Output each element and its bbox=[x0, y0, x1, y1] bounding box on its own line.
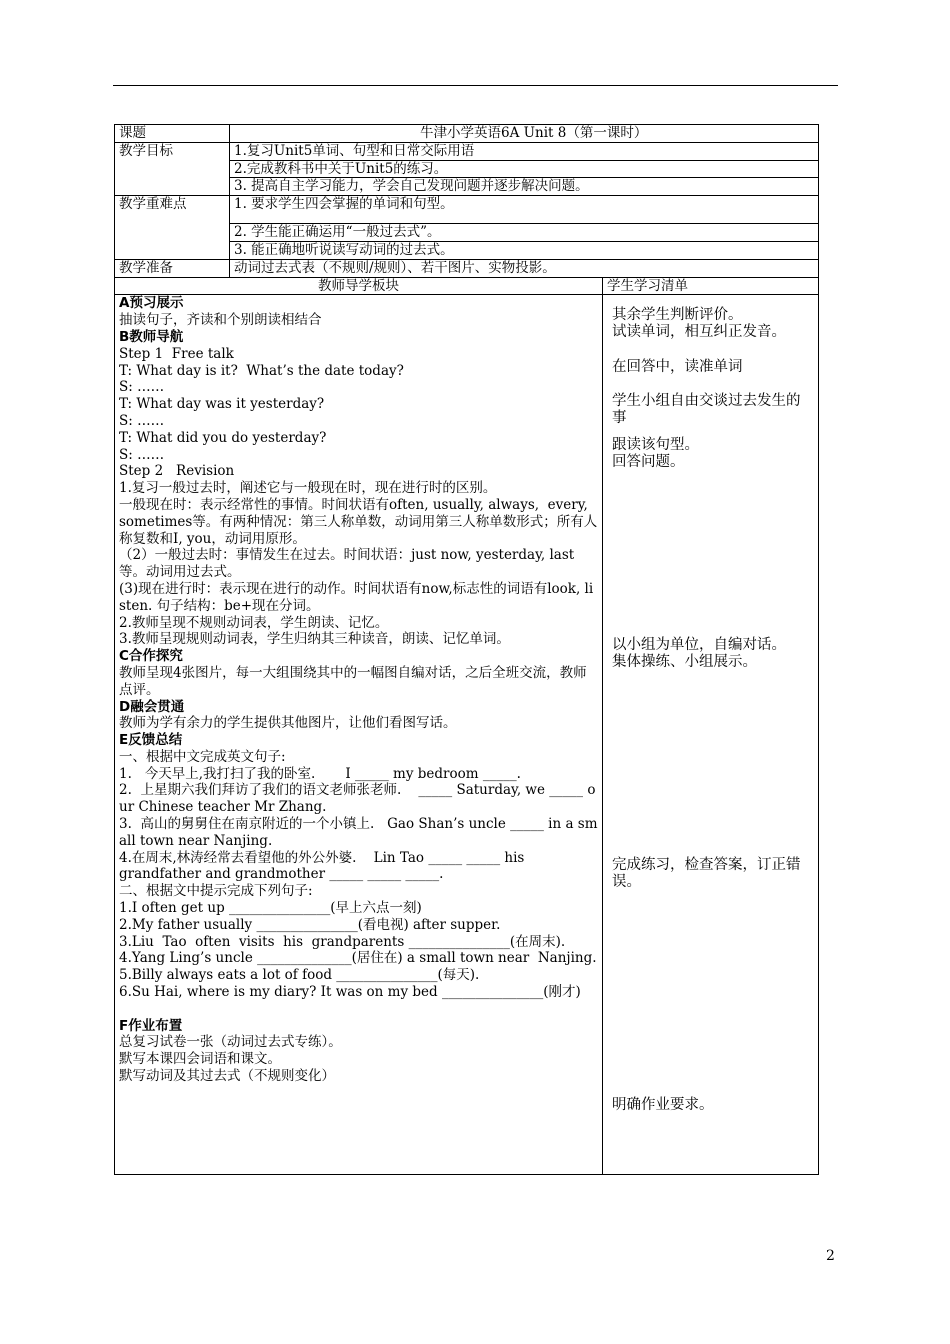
section-f-title: F作业布置 bbox=[119, 1017, 183, 1034]
f-line: 默写本课四会词语和课文。 bbox=[119, 1051, 281, 1068]
b-line: （2）一般过去时：事情发生在过去。时间状语：just now, yesterday, last等。动词用过去式。 bbox=[119, 547, 575, 581]
topic-row bbox=[115, 125, 819, 143]
b-line: T: What did you do yesterday? bbox=[119, 429, 327, 446]
student-note: 集体操练、小组展示。 bbox=[612, 654, 757, 671]
f-line: 总复习试卷一张（动词过去式专练）。 bbox=[119, 1034, 342, 1051]
difficult-label: 教学重难点 bbox=[115, 196, 230, 260]
section-e-title: E反馈总结 bbox=[119, 732, 183, 749]
e-line: 4.在周末,林涛经常去看望他的外公外婆. Lin Tao _____ _____ his bbox=[119, 849, 525, 866]
b-line: (3)现在进行时：表示现在进行的动作。时间状语有now,标志性的词语有look, listen. 句子结构：be+现在分词。 bbox=[119, 580, 594, 614]
b-line: 1.复习一般过去时，阐述它与一般现在时，现在进行时的区别。 bbox=[119, 480, 497, 497]
column-header-row bbox=[115, 277, 819, 295]
section-b-title: B教师导航 bbox=[119, 328, 184, 345]
goal-item: 3. 提高自主学习能力，学会自己发现问题并逐步解决问题。 bbox=[230, 178, 819, 196]
section-d-text: 教师为学有余力的学生提供其他图片，让他们看图写话。 bbox=[119, 715, 457, 732]
teacher-section bbox=[115, 295, 603, 1175]
b-line: Step 2 Revision bbox=[119, 463, 235, 480]
goal-item: 1.复习Unit5单词、句型和日常交际用语 bbox=[230, 142, 819, 160]
student-col-header: 学生学习清单 bbox=[603, 277, 819, 295]
student-note: 学生小组自由交谈过去发生的事 bbox=[612, 393, 801, 427]
e-line: grandfather and grandmother _____ _____ _____. bbox=[119, 866, 444, 883]
b-line: S: …… bbox=[119, 412, 165, 429]
difficult-item: 2. 学生能正确运用“一般过去式”。 bbox=[230, 224, 819, 242]
difficult-item: 3. 能正确地听说读写动词的过去式。 bbox=[230, 241, 819, 259]
e-line: 2.My father usually _______________(看电视) after supper. bbox=[119, 916, 501, 933]
student-note: 跟读该句型。 bbox=[612, 437, 699, 454]
e-line: 2. 上星期六我们拜访了我们的语文老师张老师. _____ Saturday, we _____ our Chinese teacher Mr Zhang. bbox=[119, 782, 596, 816]
header-rule bbox=[113, 85, 838, 86]
e-line: 4.Yang Ling’s uncle ______________(居住在) a small town near Nanjing. bbox=[119, 950, 597, 967]
b-line: 一般现在时：表示经常性的事情。时间状语有often, usually, always, every, bbox=[119, 496, 588, 513]
b-line: sometimes等。有两种情况：第三人称单数，动词用第三人称单数形式；所有人称复数和I, you，动词用原形。 bbox=[119, 513, 598, 547]
e-line: 5.Billy always eats a lot of food _______________(每天). bbox=[119, 967, 480, 984]
student-note: 完成练习，检查答案，订正错误。 bbox=[612, 857, 801, 891]
page-number: 2 bbox=[826, 1248, 835, 1264]
section-d-title: D融会贯通 bbox=[119, 698, 185, 715]
goals-label: 教学目标 bbox=[115, 142, 230, 195]
goals-row-1 bbox=[115, 142, 819, 160]
student-section bbox=[603, 295, 819, 1175]
prep-label: 教学准备 bbox=[115, 259, 230, 277]
prep-row bbox=[115, 259, 819, 277]
e-line: 二、根据文中提示完成下列句子: bbox=[119, 883, 313, 900]
student-note: 明确作业要求。 bbox=[612, 1097, 714, 1114]
e-line: 6.Su Hai, where is my diary? It was on my bed _______________(刚才) bbox=[119, 984, 581, 1001]
student-note: 在回答中，读准单词 bbox=[612, 359, 743, 376]
main-row bbox=[115, 295, 819, 1175]
b-line: 2.教师呈现不规则动词表，学生朗读、记忆。 bbox=[119, 614, 389, 631]
b-line: Step 1 Free talk bbox=[119, 345, 234, 362]
difficult-row-1 bbox=[115, 196, 819, 224]
difficult-item: 1. 要求学生四会掌握的单词和句型。 bbox=[230, 196, 819, 224]
section-a-title: A预习展示 bbox=[119, 295, 184, 312]
section-c-text: 教师呈现4张图片，每一大组围绕其中的一幅图自编对话，之后全班交流，教师点评。 bbox=[119, 664, 587, 698]
topic-label: 课题 bbox=[115, 125, 230, 143]
e-line: 一、根据中文完成英文句子: bbox=[119, 748, 286, 765]
teacher-col-header: 教师导学板块 bbox=[115, 277, 603, 295]
b-line: T: What day was it yesterday? bbox=[119, 396, 325, 413]
e-line: 3.Liu Tao often visits his grandparents _______________(在周末). bbox=[119, 933, 566, 950]
spacer bbox=[119, 1001, 598, 1018]
topic-value: 牛津小学英语6A Unit 8（第一课时） bbox=[230, 125, 819, 143]
section-a-text: 抽读句子，齐读和个别朗读相结合 bbox=[119, 312, 322, 329]
b-line: S: …… bbox=[119, 379, 165, 396]
section-c-title: C合作探究 bbox=[119, 648, 183, 665]
b-line: 3.教师呈现规则动词表，学生归纳其三种读音，朗读、记忆单词。 bbox=[119, 631, 510, 648]
lesson-plan-table bbox=[114, 124, 819, 1175]
goal-item: 2.完成教科书中关于Unit5的练习。 bbox=[230, 160, 819, 178]
prep-value: 动词过去式表（不规则/规则）、若干图片、实物投影。 bbox=[230, 259, 819, 277]
e-line: 1.I often get up _______________(早上六点一刻) bbox=[119, 900, 422, 917]
student-note: 其余学生判断评价。 bbox=[612, 307, 743, 324]
student-note: 以小组为单位，自编对话。 bbox=[612, 637, 786, 654]
student-note: 试读单词，相互纠正发音。 bbox=[612, 324, 786, 341]
student-note: 回答问题。 bbox=[612, 454, 685, 471]
b-line: T: What day is it? What’s the date today? bbox=[119, 362, 404, 379]
e-line: 3. 高山的舅舅住在南京附近的一个小镇上. Gao Shan’s uncle _____ in a small town near Nanjing. bbox=[119, 816, 598, 849]
e-line: 1. 今天早上,我打扫了我的卧室. I _____ my bedroom _____. bbox=[119, 765, 521, 782]
f-line: 默写动词及其过去式（不规则变化） bbox=[119, 1068, 335, 1085]
b-line: S: …… bbox=[119, 446, 165, 463]
